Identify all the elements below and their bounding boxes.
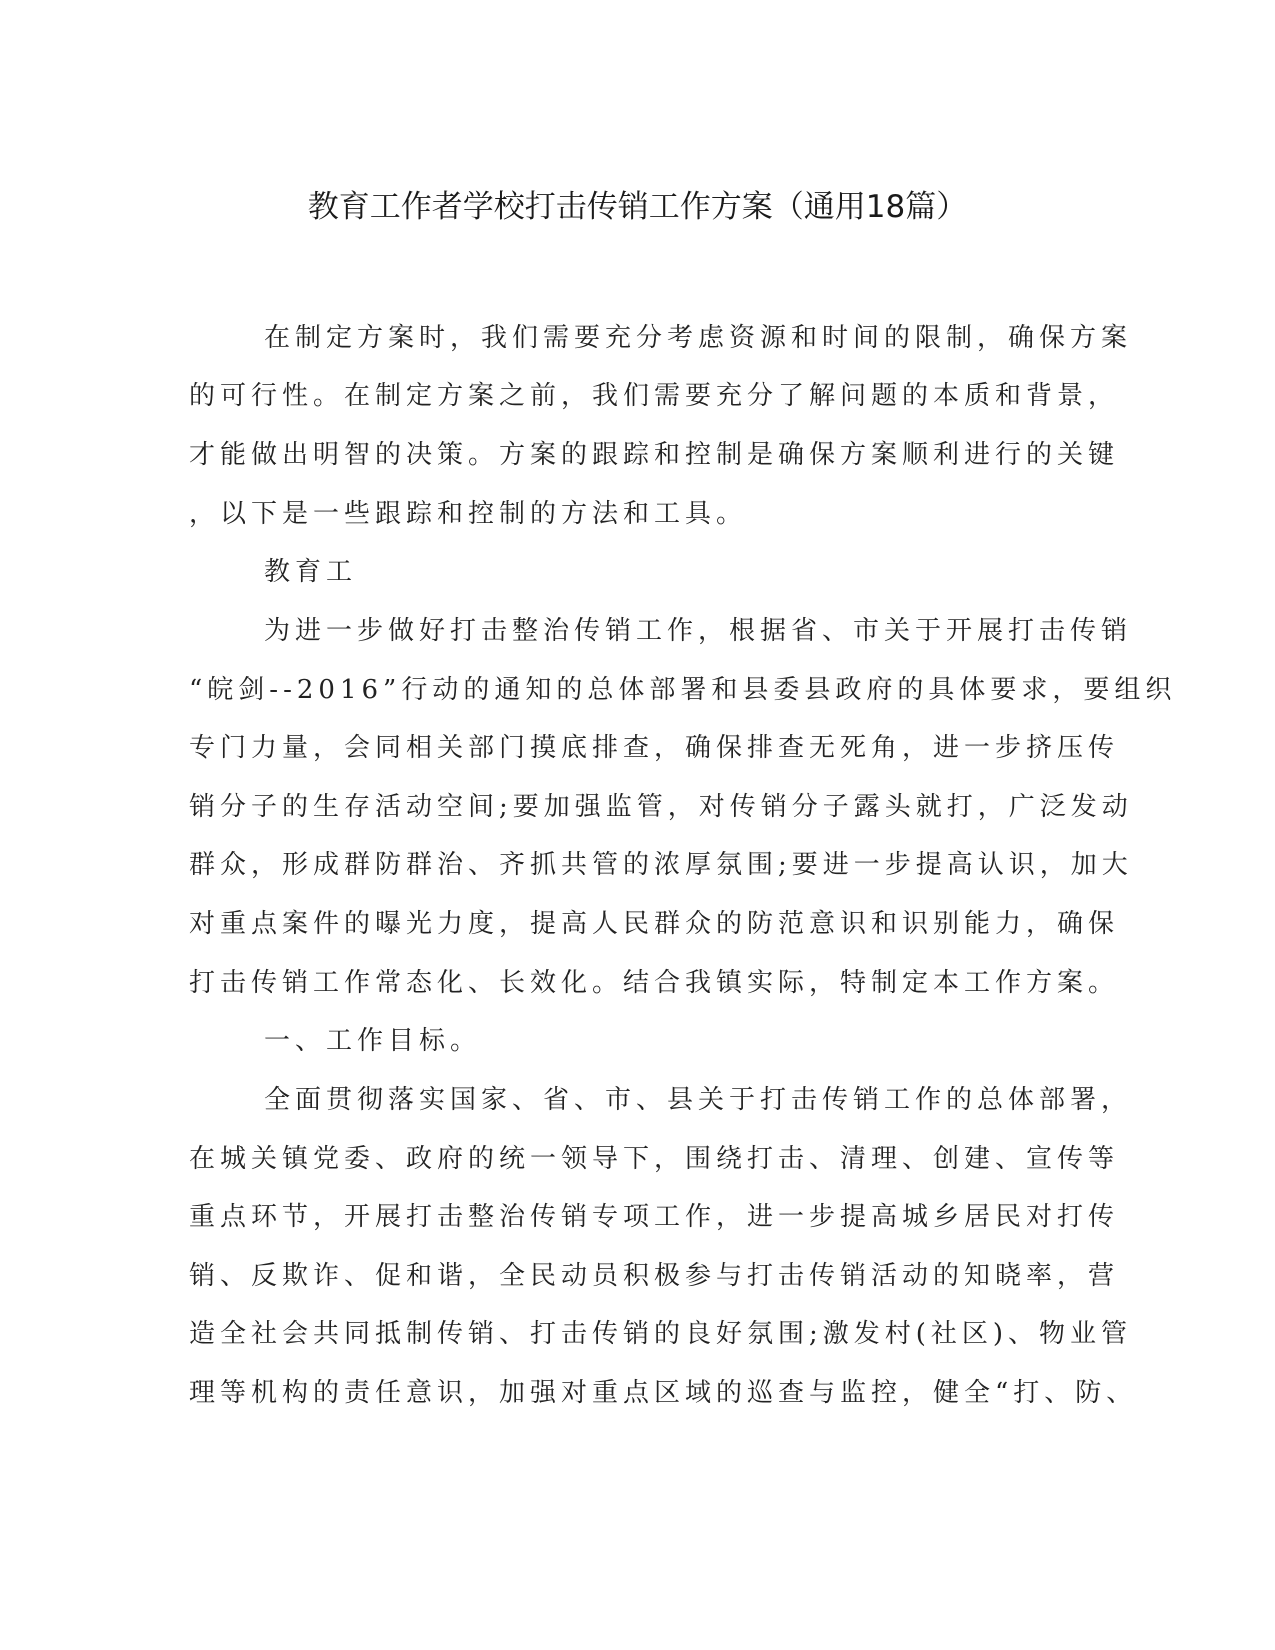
body-line: 造全社会共同抵制传销、打击传销的良好氛围;激发村(社区)、物业管 [189, 1319, 1133, 1349]
body-line: 专门力量，会同相关部门摸底排查，确保排查无死角，进一步挤压传 [189, 733, 1120, 763]
body-line: 对重点案件的曝光力度，提高人民群众的防范意识和识别能力，确保 [189, 909, 1120, 939]
body-line: 为进一步做好打击整治传销工作，根据省、市关于开展打击传销 [264, 616, 1133, 646]
body-line: 才能做出明智的决策。方案的跟踪和控制是确保方案顺利进行的关键 [189, 440, 1120, 470]
body-line: 在制定方案时，我们需要充分考虑资源和时间的限制，确保方案 [264, 323, 1133, 353]
section-heading: 教育工 [264, 557, 358, 587]
body-line: 理等机构的责任意识，加强对重点区域的巡查与监控，健全“打、防、 [189, 1378, 1138, 1408]
body-line: 全面贯彻落实国家、省、市、县关于打击传销工作的总体部署， [264, 1085, 1133, 1115]
body-line: 打击传销工作常态化、长效化。结合我镇实际，特制定本工作方案。 [189, 968, 1120, 998]
section-heading: 一、工作目标。 [264, 1026, 482, 1056]
body-line: 的可行性。在制定方案之前，我们需要充分了解问题的本质和背景， [189, 381, 1120, 411]
body-line: 销分子的生存活动空间;要加强监管，对传销分子露头就打，广泛发动 [189, 792, 1133, 822]
body-line: “皖剑--2016”行动的通知的总体部署和县委县政府的具体要求，要组织 [189, 675, 1177, 705]
body-line: 重点环节，开展打击整治传销专项工作，进一步提高城乡居民对打传 [189, 1202, 1120, 1232]
body-line: 群众，形成群防群治、齐抓共管的浓厚氛围;要进一步提高认识，加大 [189, 850, 1133, 880]
body-line: 在城关镇党委、政府的统一领导下，围绕打击、清理、创建、宣传等 [189, 1144, 1120, 1174]
document-title: 教育工作者学校打击传销工作方案（通用18篇） [307, 189, 968, 225]
body-line: ，以下是一些跟踪和控制的方法和工具。 [189, 499, 748, 529]
body-line: 销、反欺诈、促和谐，全民动员积极参与打击传销活动的知晓率，营 [189, 1261, 1120, 1291]
